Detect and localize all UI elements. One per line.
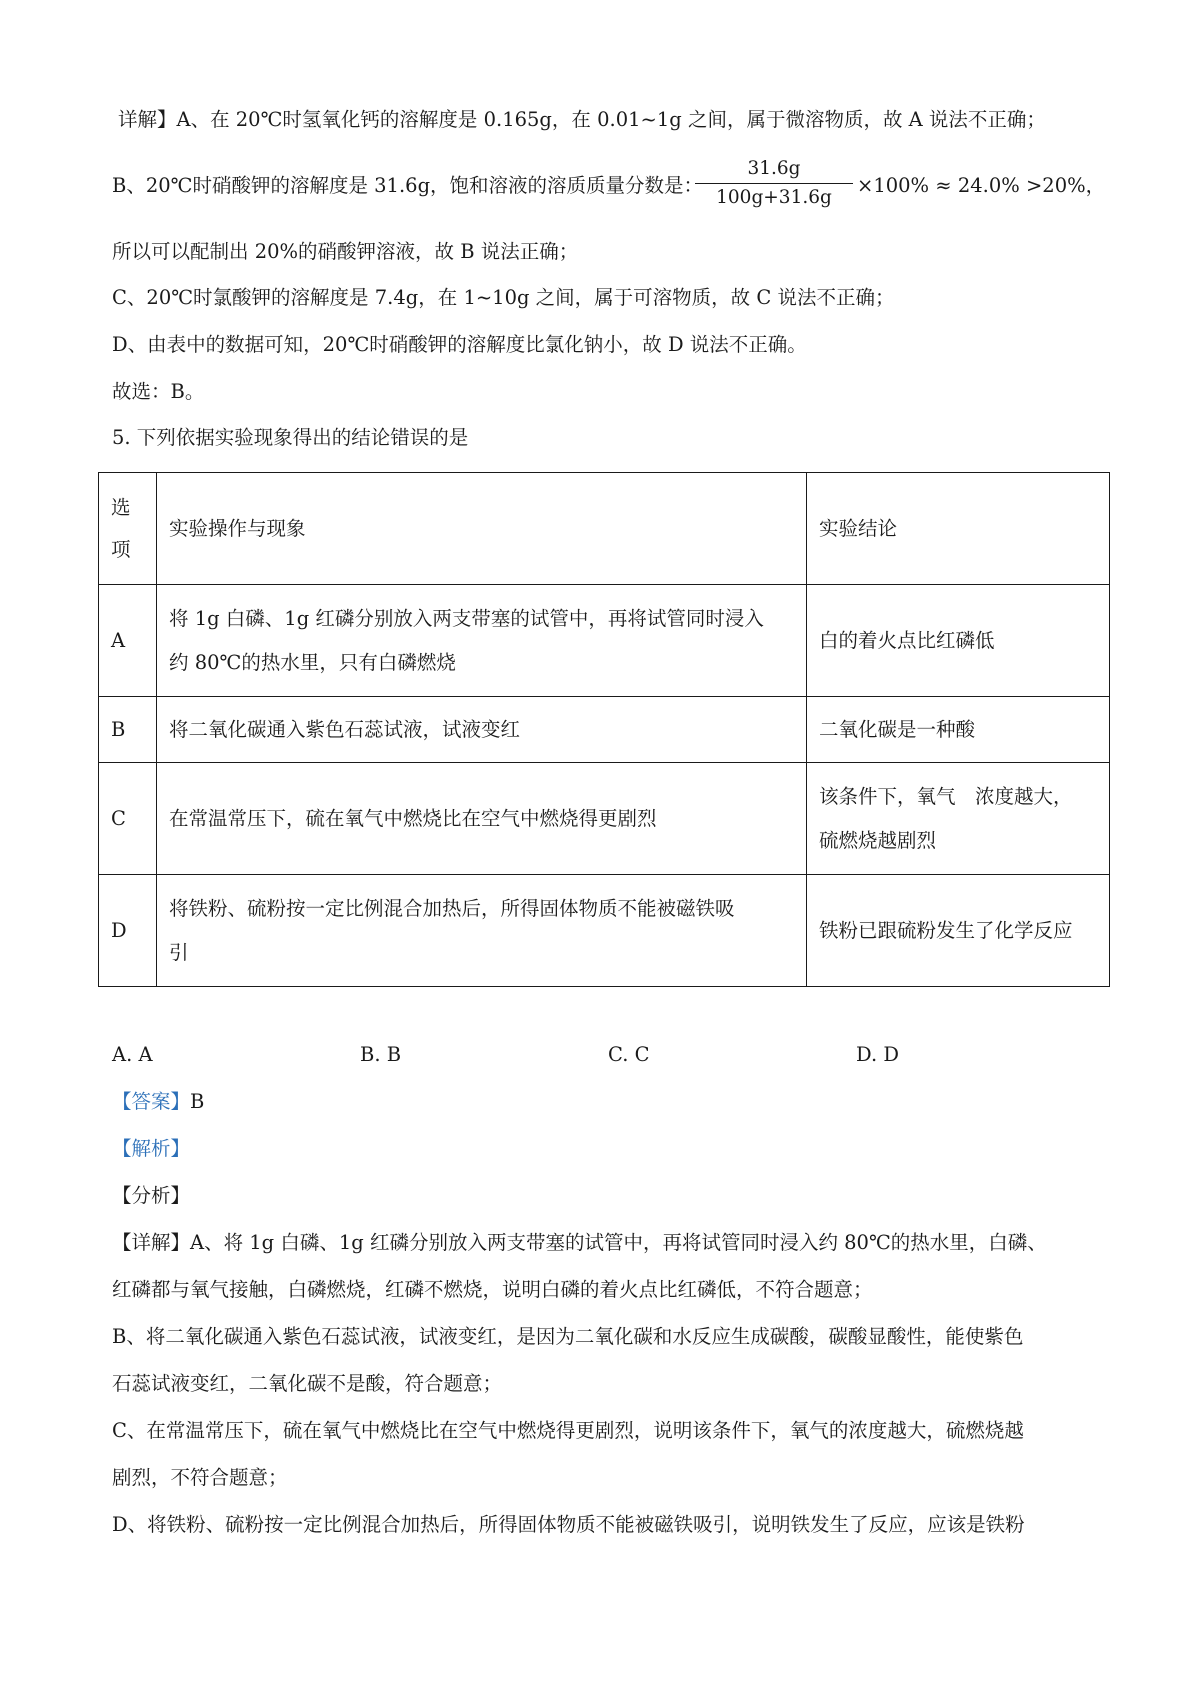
table-header-row bbox=[99, 473, 1110, 585]
row-conclusion: 二氧化碳是一种酸 bbox=[807, 697, 1110, 763]
question-table bbox=[98, 472, 1110, 987]
detail-d-line1: D、将铁粉、硫粉按一定比例混合加热后，所得固体物质不能被磁铁吸引，说明铁发生了反应，应该是铁粉 bbox=[112, 1513, 1025, 1536]
detail-line-b: B、20℃时硝酸钾的溶解度是 31.6g，饱和溶液的溶质质量分数是： bbox=[112, 174, 704, 197]
fraction-bar bbox=[695, 183, 853, 184]
table-row bbox=[99, 697, 1110, 763]
row-option: D bbox=[99, 875, 157, 987]
final-choice: 故选：B。 bbox=[112, 380, 205, 403]
detail-a-line2: 红磷都与氧气接触，白磷燃烧，红磷不燃烧，说明白磷的着火点比红磷低，不符合题意； bbox=[112, 1278, 873, 1301]
row-operation: 将二氧化碳通入紫色石蕊试液，试液变红 bbox=[157, 697, 807, 763]
row-option: B bbox=[99, 697, 157, 763]
table-row bbox=[99, 875, 1110, 987]
detail-b-line1: B、将二氧化碳通入紫色石蕊试液，试液变红，是因为二氧化碳和水反应生成碳酸，碳酸显酸性，能使紫色 bbox=[112, 1325, 1024, 1348]
row-option: A bbox=[99, 585, 157, 697]
answer-value: B bbox=[190, 1090, 205, 1113]
fraction-denominator: 100g+31.6g bbox=[716, 187, 832, 208]
detail-b-line2: 石蕊试液变红，二氧化碳不是酸，符合题意； bbox=[112, 1372, 503, 1395]
table-row bbox=[99, 763, 1110, 875]
row-operation: 将铁粉、硫粉按一定比例混合加热后，所得固体物质不能被磁铁吸 引 bbox=[157, 875, 807, 987]
fraction-numerator: 31.6g bbox=[747, 158, 801, 179]
row-operation: 在常温常压下，硫在氧气中燃烧比在空气中燃烧得更剧烈 bbox=[157, 763, 807, 875]
choice-a: A. A bbox=[112, 1043, 153, 1066]
detail-c-line2: 剧烈，不符合题意； bbox=[112, 1466, 288, 1489]
choice-c: C. C bbox=[608, 1043, 650, 1066]
header-operation: 实验操作与现象 bbox=[157, 473, 807, 585]
header-conclusion: 实验结论 bbox=[807, 473, 1110, 585]
detail-line-c: C、20℃时氯酸钾的溶解度是 7.4g，在 1~10g 之间，属于可溶物质，故 C 说法不正确； bbox=[112, 286, 895, 309]
detail-a-line1: 【详解】A、将 1g 白磷、1g 红磷分别放入两支带塞的试管中，再将试管同时浸入约 80℃的热水里，白磷、 bbox=[112, 1231, 1047, 1254]
answer-tag: 【答案】 bbox=[112, 1090, 191, 1113]
row-conclusion: 白的着火点比红磷低 bbox=[807, 585, 1110, 697]
fenxi-tag: 【分析】 bbox=[112, 1184, 191, 1207]
choice-b: B. B bbox=[360, 1043, 402, 1066]
row-option: C bbox=[99, 763, 157, 875]
detail-line-b-suffix: ×100% ≈ 24.0% >20%， bbox=[857, 174, 1106, 197]
analysis-tag: 【解析】 bbox=[112, 1137, 191, 1160]
question-stem: 5. 下列依据实验现象得出的结论错误的是 bbox=[112, 426, 469, 449]
row-operation: 将 1g 白磷、1g 红磷分别放入两支带塞的试管中，再将试管同时浸入 约 80℃的热水里，只有白磷燃烧 bbox=[157, 585, 807, 697]
choice-d: D. D bbox=[856, 1043, 899, 1066]
detail-c-line1: C、在常温常压下，硫在氧气中燃烧比在空气中燃烧得更剧烈，说明该条件下，氧气的浓度越大，硫燃烧越 bbox=[112, 1419, 1024, 1442]
detail-line-b2: 所以可以配制出 20%的硝酸钾溶液，故 B 说法正确； bbox=[112, 240, 579, 263]
row-conclusion: 该条件下，氧气 浓度越大， 硫燃烧越剧烈 bbox=[807, 763, 1110, 875]
fraction bbox=[695, 156, 853, 211]
row-conclusion: 铁粉已跟硫粉发生了化学反应 bbox=[807, 875, 1110, 987]
header-option: 选 项 bbox=[99, 473, 157, 585]
detail-line-a: 详解】A、在 20℃时氢氧化钙的溶解度是 0.165g，在 0.01~1g 之间，属于微溶物质，故 A 说法不正确； bbox=[118, 108, 1046, 131]
answer-line bbox=[112, 1087, 204, 1117]
table-row bbox=[99, 585, 1110, 697]
detail-line-d: D、由表中的数据可知，20℃时硝酸钾的溶解度比氯化钠小，故 D 说法不正确。 bbox=[112, 333, 807, 356]
